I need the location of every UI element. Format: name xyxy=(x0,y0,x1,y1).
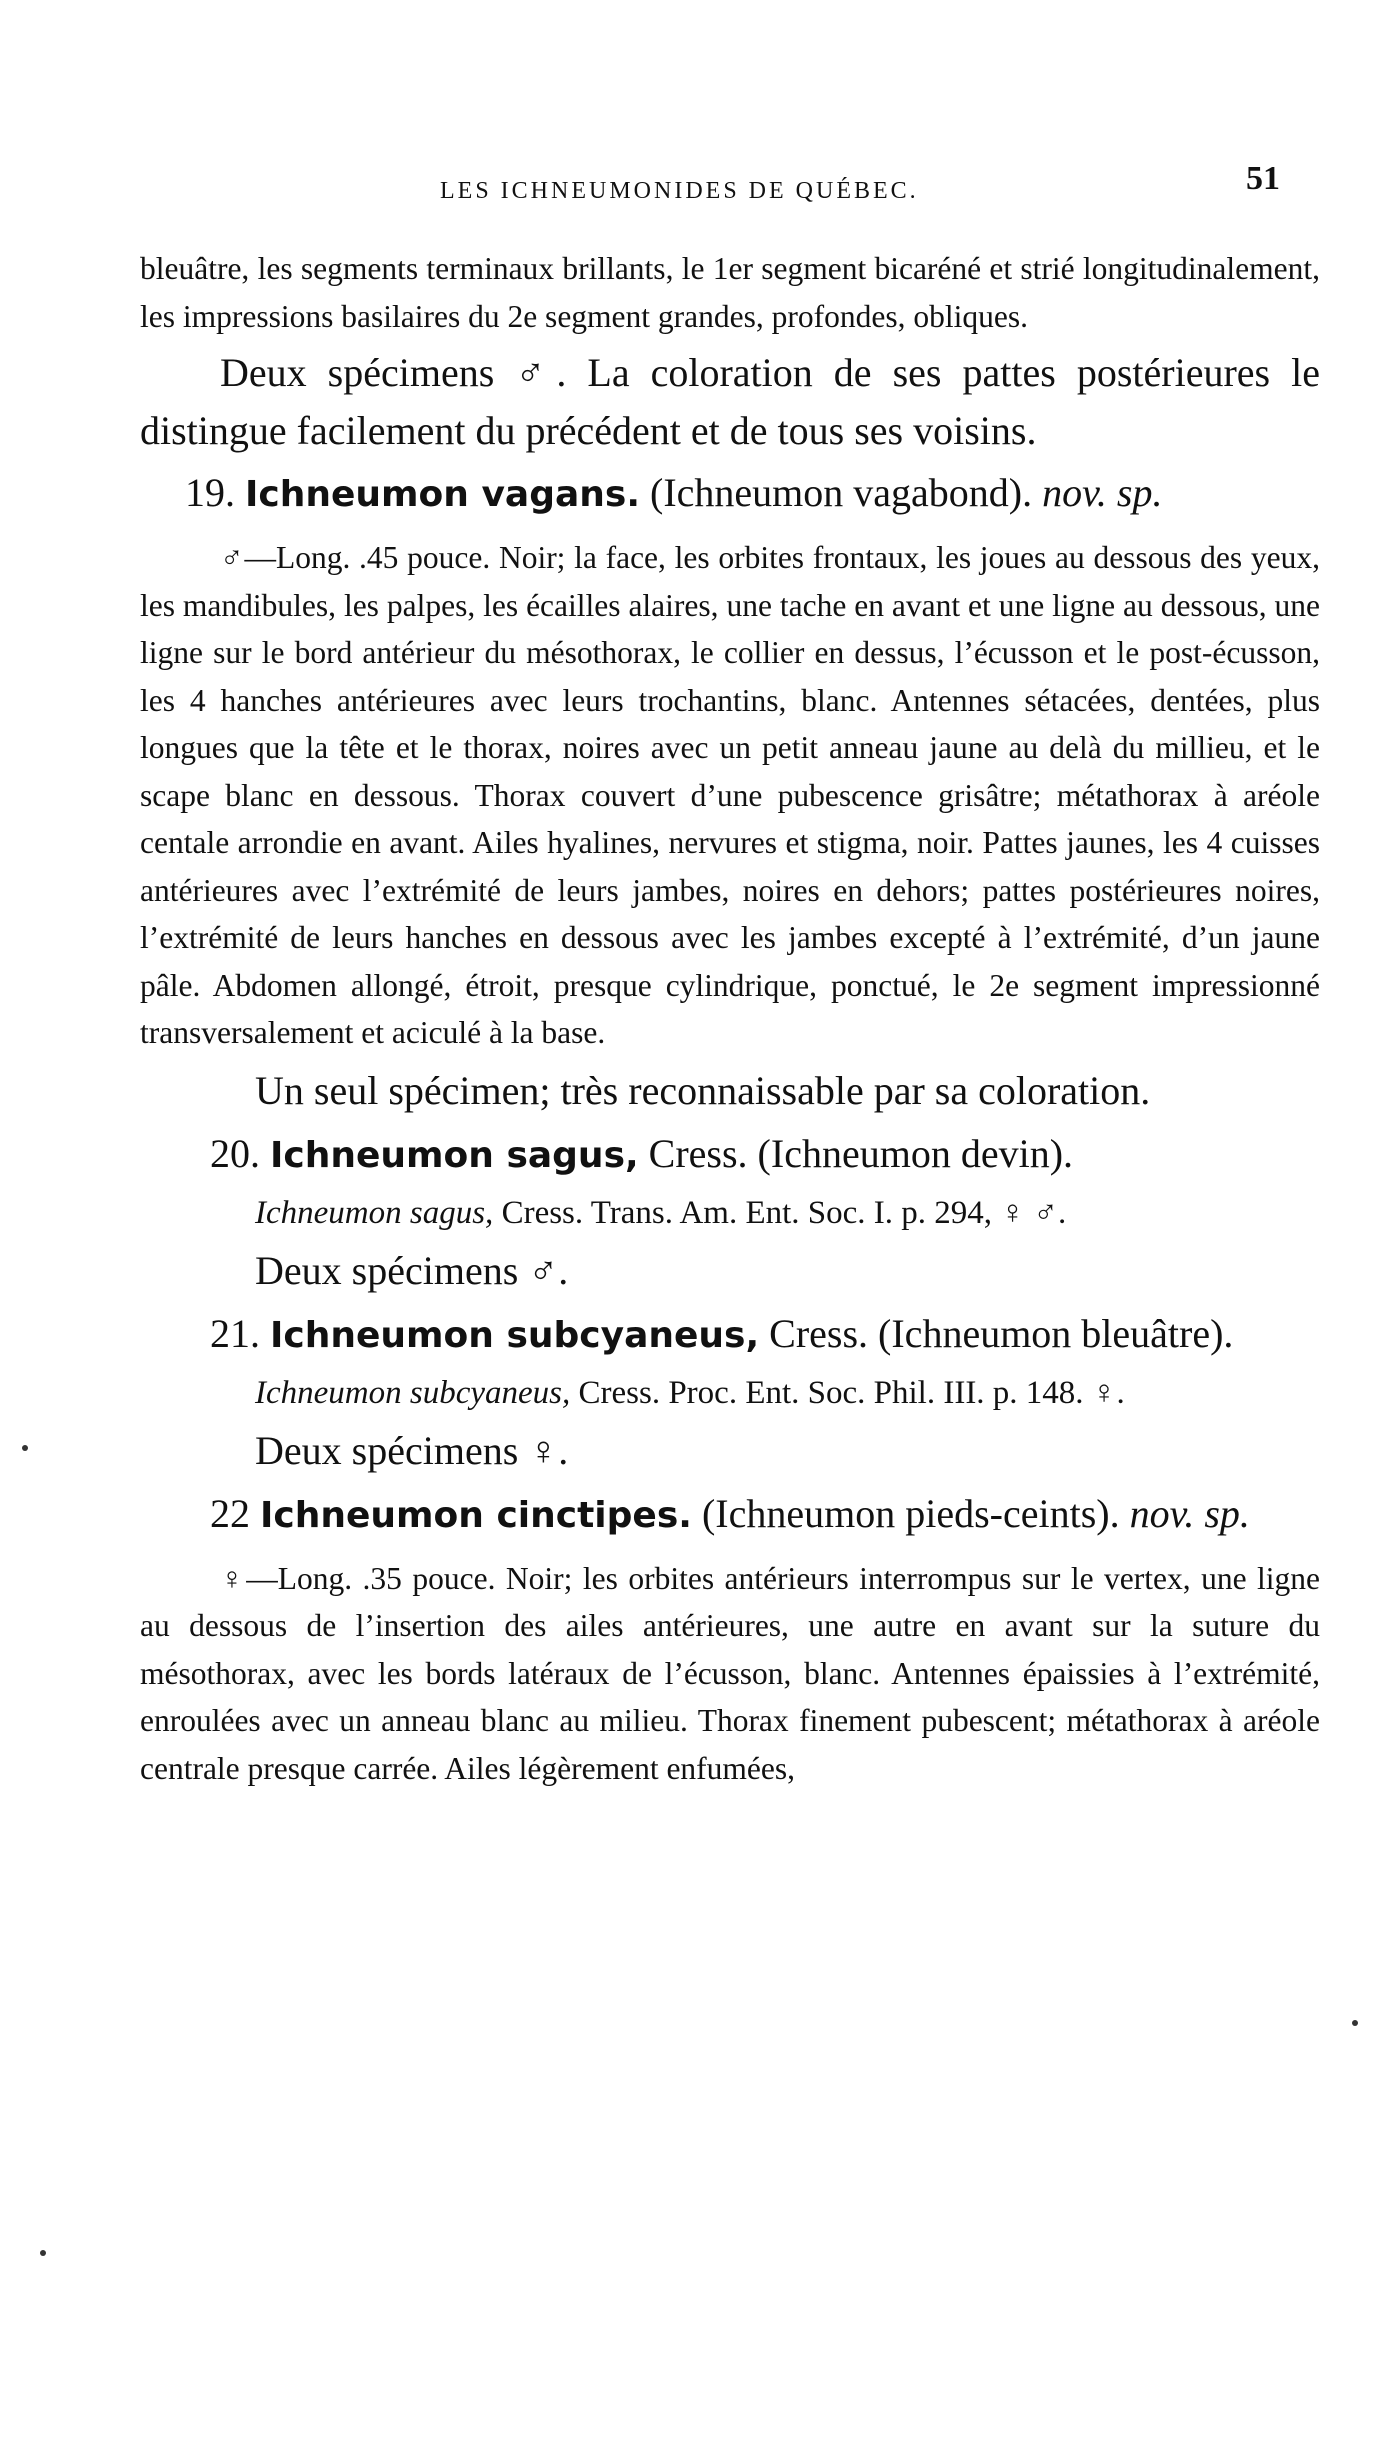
species-author-common: Cress. (Ichneumon bleuâtre). xyxy=(759,1310,1234,1356)
paragraph-specimens-note: Deux spécimens ♂. La coloration de ses pattes postérieures le distingue facilement du précédent et de tous ses voisins. xyxy=(140,350,1320,453)
species-heading-22 xyxy=(140,1485,1320,1545)
species-common-name: (Ichneumon vagabond). xyxy=(640,470,1043,515)
species-number: 20. xyxy=(210,1130,260,1176)
species-common-name: (Ichneumon pieds-ceints). xyxy=(691,1490,1130,1536)
species-description-22: ♀—Long. .35 pouce. Noir; les orbites antérieurs interrompus sur le vertex, une ligne au dessous de l’insertion des ailes antérieures, une autre en avant sur la suture du mésothorax, avec les bords latéraux de l’écusson, blanc. Antennes épaissies à l’extrémité, enroulées avec un anneau blanc au milieu. Thorax finement pubescent; métathorax à aréole centrale presque carrée. Ailes légèrement enfumées, xyxy=(140,1560,1320,1786)
citation-name: Ichneumon sagus, xyxy=(255,1194,494,1231)
species-name: Ichneumon vagans. xyxy=(245,474,640,515)
species-status: nov. sp. xyxy=(1042,470,1163,515)
species-heading-19 xyxy=(140,464,1320,524)
species-author-common: Cress. (Ichneumon devin). xyxy=(638,1130,1074,1176)
species-heading-20 xyxy=(140,1125,1320,1185)
citation-name: Ichneumon subcyaneus, xyxy=(255,1374,571,1411)
running-title: LES ICHNEUMONIDES DE QUÉBEC. xyxy=(440,178,919,204)
species-citation-20 xyxy=(140,1185,1320,1241)
page-header xyxy=(140,160,1280,210)
margin-speck xyxy=(22,1445,28,1451)
species-name: Ichneumon cinctipes. xyxy=(260,1494,692,1536)
page-body xyxy=(140,245,1320,1792)
species-note-20: Deux spécimens ♂. xyxy=(255,1247,569,1293)
species-name: Ichneumon subcyaneus, xyxy=(270,1314,760,1356)
species-description-19: ♂—Long. .45 pouce. Noir; la face, les orbites frontaux, les joues au dessous des yeux, les mandibules, les palpes, les écailles alaires, une tache en avant et une ligne au dessous, une ligne sur le bord antérieur du mésothorax, le collier en dessus, l’écusson et le post-écusson, les 4 hanches antérieures avec leurs trochantins, blanc. Antennes sétacées, dentées, plus longues que la tête et le thorax, noires avec un petit anneau jaune au delà du millieu, et le scape blanc en dessous. Thorax couvert d’une pubescence grisâtre; métathorax à aréole centale arrondie en avant. Ailes hyalines, nervures et stigma, noir. Pattes jaunes, les 4 cuisses antérieures avec l’extrémité de leurs jambes, noires en dehors; pattes postérieures noires, l’extrémité de leurs hanches en dessous avec les jambes excepté à l’extrémité, d’un jaune pâle. Abdomen allongé, étroit, presque cylindrique, ponctué, le 2e segment impressionné transversalement et aciculé à la base. xyxy=(140,540,1320,1050)
species-name: Ichneumon sagus, xyxy=(270,1134,639,1176)
species-heading-21 xyxy=(140,1305,1320,1365)
citation-reference: Cress. Proc. Ent. Soc. Phil. III. p. 148. ♀. xyxy=(570,1374,1125,1411)
species-note-21: Deux spécimens ♀. xyxy=(255,1427,569,1473)
margin-speck xyxy=(1352,2020,1358,2026)
species-number: 22 xyxy=(210,1490,250,1536)
species-note-19: Un seul spécimen; très reconnaissable par sa coloration. xyxy=(255,1067,1151,1113)
page-number: 51 xyxy=(1246,160,1280,197)
paragraph-continuation: bleuâtre, les segments terminaux brillants, le 1er segment bicaréné et strié longitudinalement, les impressions basilaires du 2e segment grandes, profondes, obliques. xyxy=(140,251,1320,334)
species-number: 19. xyxy=(185,470,235,515)
species-citation-21 xyxy=(140,1365,1320,1421)
citation-reference: Cress. Trans. Am. Ent. Soc. I. p. 294, ♀ ♂. xyxy=(493,1194,1067,1231)
species-status: nov. sp. xyxy=(1129,1490,1250,1536)
species-number: 21. xyxy=(210,1310,260,1356)
margin-speck xyxy=(40,2250,46,2256)
